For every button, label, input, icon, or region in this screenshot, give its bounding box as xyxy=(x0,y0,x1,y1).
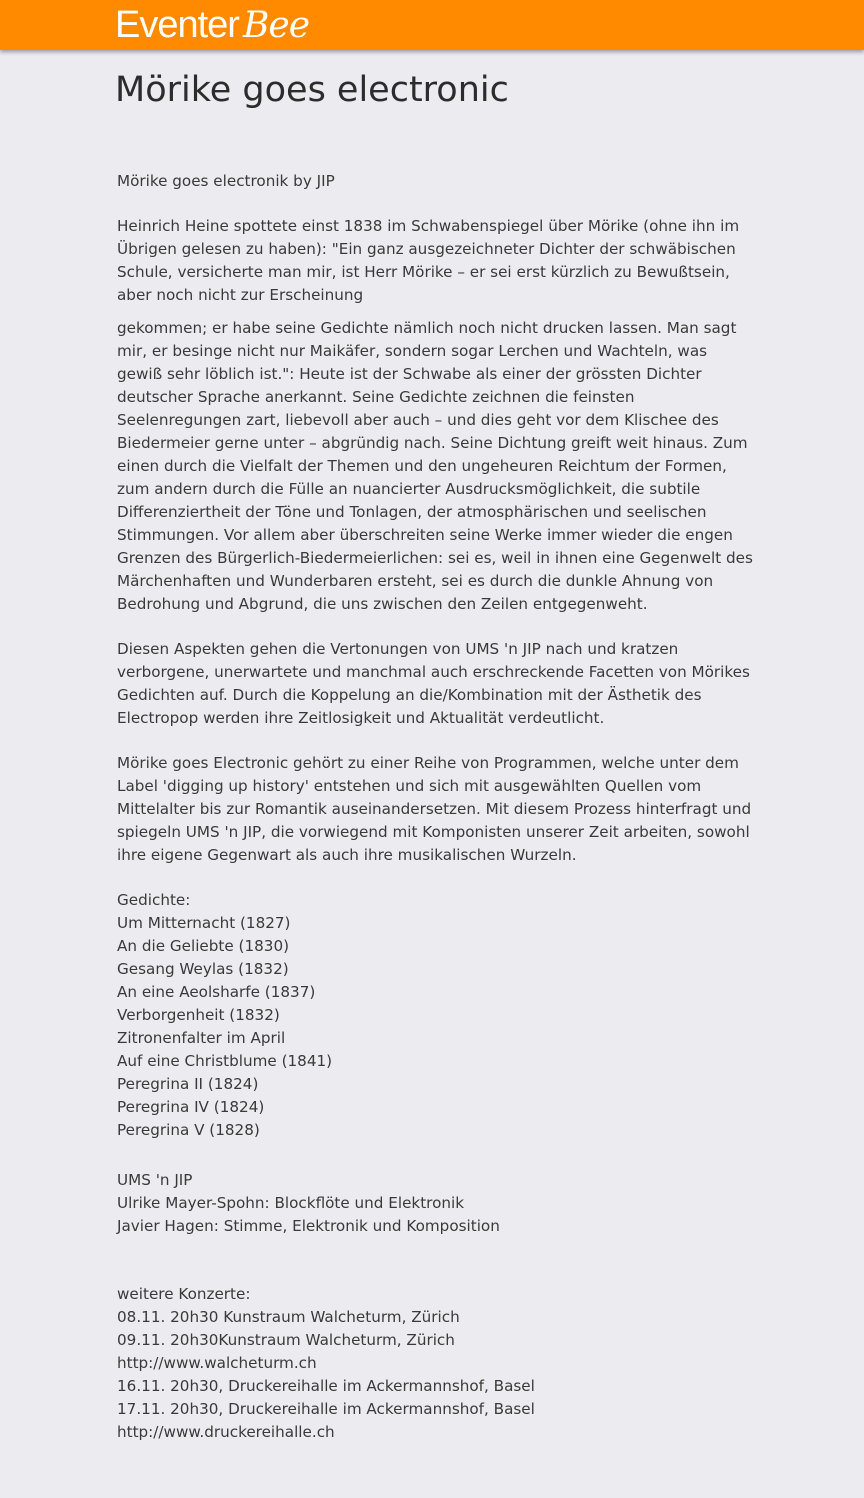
logo-text-bee: Bee xyxy=(242,5,310,46)
page-title: Mörike goes electronic xyxy=(115,70,509,110)
ensemble-name: UMS 'n JIP xyxy=(117,1171,193,1189)
list-item: 16.11. 20h30, Druckereihalle im Ackermannshof, Basel xyxy=(117,1377,535,1395)
paragraph-1a: Heinrich Heine spottete einst 1838 im Schwabenspiegel über Mörike (ohne ihn im Übrigen gelesen zu haben): "Ein ganz ausgezeichneter Dichter der schwäbischen Schule, versicherte man mir, ist Herr Mörike – er sei erst kürzlich zu Bewußtsein, aber noch nicht zur Erscheinung xyxy=(117,217,740,304)
logo-text-eventer: Eventer xyxy=(115,4,239,46)
poems-heading: Gedichte: xyxy=(117,891,191,909)
druckereihalle-link[interactable]: http://www.druckereihalle.ch xyxy=(117,1423,335,1441)
intro-text: Mörike goes electronik by JIP xyxy=(117,172,335,190)
list-item: An die Geliebte (1830) xyxy=(117,937,290,955)
list-item: Um Mitternacht (1827) xyxy=(117,914,291,932)
paragraph-1b: gekommen; er habe seine Gedichte nämlich noch nicht drucken lassen. Man sagt mir, er besinge nicht nur Maikäfer, sondern sogar Lerchen und Wachteln, was gewiß sehr löblich ist.": Heute ist der Schwabe als einer der grössten Dichter deutscher Sprache anerkannt. Seine Gedichte zeichnen die feinsten Seelenregungen zart, liebevoll aber auch – und dies geht vor dem Klischee des Biedermeier gerne unter – abgründig nach. Seine Dichtung greift weit hinaus. Zum einen durch die Vielfalt der Themen und den ungeheuren Reichtum der Formen, zum andern durch die Fülle an nuancierter Ausdrucksmöglichkeit, die subtile Differenziertheit der Töne und Tonlagen, der atmosphärischen und seelischen Stimmungen. Vor allem aber überschreiten seine Werke immer wieder die engen Grenzen des Bürgerlich-Biedermeierlichen: sei es, weil in ihnen eine Gegenwelt des Märchenhaften und Wunderbaren ersteht, sei es durch die dunkle Ahnung von Bedrohung und Abgrund, die uns zwischen den Zeilen entgegenweht. xyxy=(117,319,753,613)
paragraph-2: Diesen Aspekten gehen die Vertonungen von UMS 'n JIP nach und kratzen verborgene, unerwartete und manchmal auch erschreckende Facetten von Mörikes Gedichten auf. Durch die Koppelung an die/Kombination mit der Ästhetik des Electropop werden ihre Zeitlosigkeit und Aktualität verdeutlicht. xyxy=(117,640,750,727)
list-item: 17.11. 20h30, Druckereihalle im Ackermannshof, Basel xyxy=(117,1400,535,1418)
list-item: Peregrina IV (1824) xyxy=(117,1098,265,1116)
concerts-heading: weitere Konzerte: xyxy=(117,1285,251,1303)
list-item: 08.11. 20h30 Kunstraum Walcheturm, Zürich xyxy=(117,1308,460,1326)
walcheturm-link[interactable]: http://www.walcheturm.ch xyxy=(117,1354,317,1372)
list-item: Gesang Weylas (1832) xyxy=(117,960,289,978)
list-item: An eine Aeolsharfe (1837) xyxy=(117,983,316,1001)
list-item: Javier Hagen: Stimme, Elektronik und Komposition xyxy=(117,1217,500,1235)
list-item: Peregrina V (1828) xyxy=(117,1121,260,1139)
list-item: Zitronenfalter im April xyxy=(117,1029,286,1047)
list-item: 09.11. 20h30Kunstraum Walcheturm, Zürich xyxy=(117,1331,455,1349)
list-item: Peregrina II (1824) xyxy=(117,1075,259,1093)
ensemble-info xyxy=(117,1169,757,1238)
list-item: Auf eine Christblume (1841) xyxy=(117,1052,333,1070)
event-description xyxy=(117,170,757,1444)
list-item: Verborgenheit (1832) xyxy=(117,1006,280,1024)
top-bar xyxy=(0,0,864,50)
paragraph-3: Mörike goes Electronic gehört zu einer Reihe von Programmen, welche unter dem Label 'digging up history' entstehen und sich mit ausgewählten Quellen vom Mittelalter bis zur Romantik auseinandersetzen. Mit diesem Prozess hinterfragt und spiegeln UMS 'n JIP, die vorwiegend mit Komponisten unserer Zeit arbeiten, sowohl ihre eigene Gegenwart als auch ihre musikalischen Wurzeln. xyxy=(117,754,752,864)
concerts-list xyxy=(117,1283,757,1444)
list-item: Ulrike Mayer-Spohn: Blockflöte und Elektronik xyxy=(117,1194,465,1212)
poems-list xyxy=(117,889,757,1142)
site-logo[interactable] xyxy=(115,2,309,48)
